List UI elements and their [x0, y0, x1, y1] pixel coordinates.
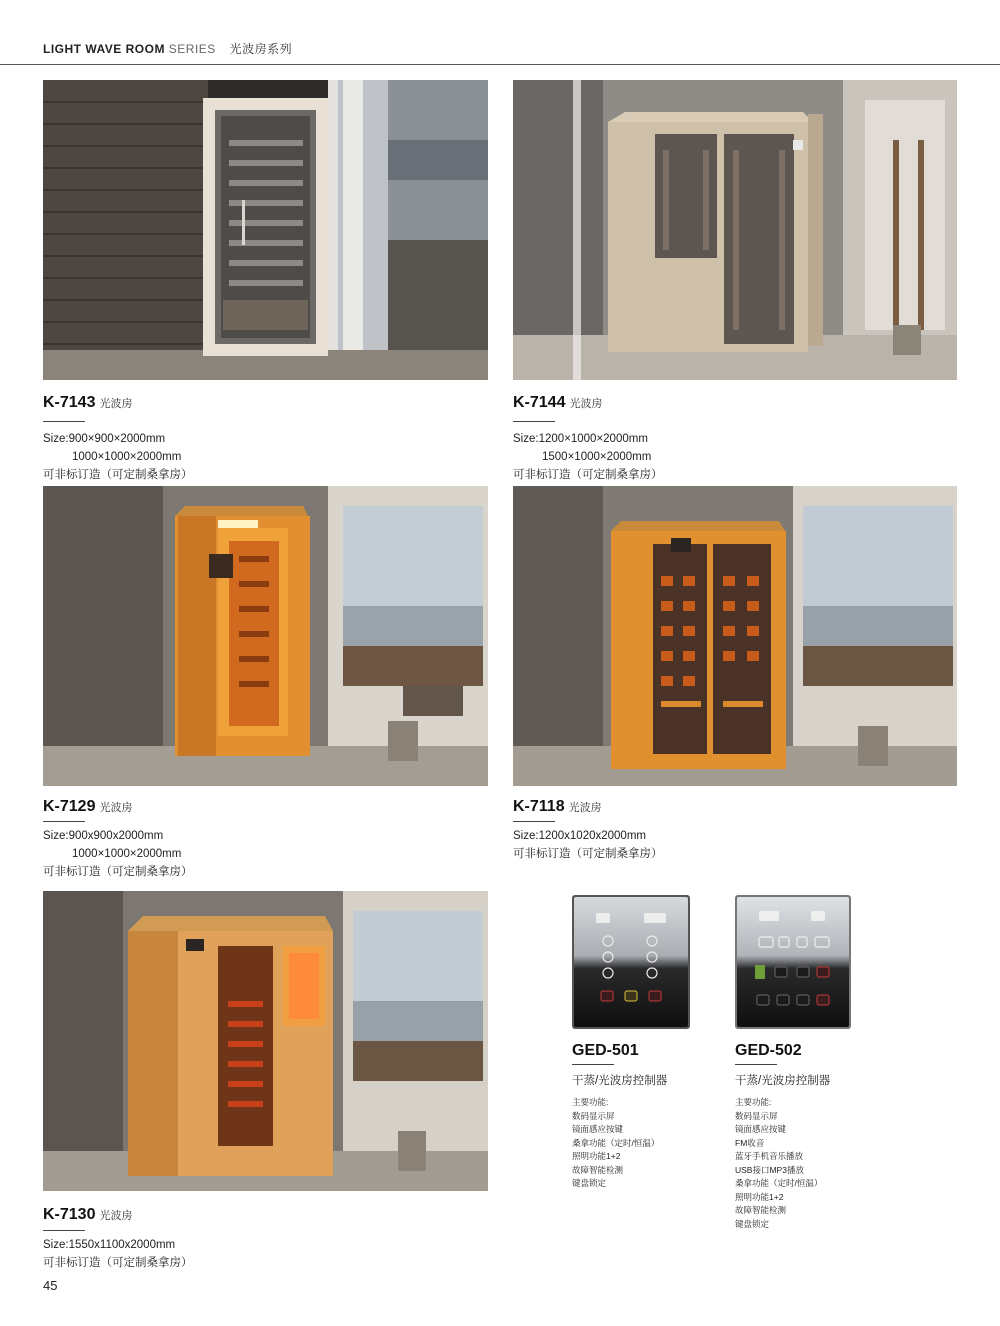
- product-title-k7118: [513, 798, 602, 816]
- size-line: Size:900×900×2000mm: [43, 433, 166, 445]
- size-line: Size:1200x1020x2000mm: [513, 830, 646, 842]
- feature-item: 故障智能检测: [572, 1164, 624, 1175]
- feature-item: 键盘锁定: [735, 1218, 770, 1229]
- custom-note: 可非标订造（可定制桑拿房）: [43, 1257, 193, 1269]
- product-title-k7143: [43, 394, 132, 412]
- feature-item: 桑拿功能（定时/恒温）: [572, 1137, 660, 1148]
- feature-item: 故障智能检测: [735, 1205, 787, 1215]
- product-specs-k7143: [43, 430, 193, 484]
- product-photo-k7144: [513, 80, 957, 380]
- feature-item: 蓝牙手机音乐播放: [735, 1151, 804, 1161]
- header-divider: [0, 64, 1000, 65]
- product-type: 光波房: [99, 398, 133, 410]
- product-photo-k7143: [43, 80, 488, 380]
- product-type: 光波房: [99, 1210, 133, 1222]
- product-type: 光波房: [99, 802, 133, 814]
- product-specs-k7130: [43, 1236, 193, 1272]
- product-photo-k7130: [43, 891, 488, 1191]
- product-title-k7129: [43, 798, 132, 816]
- model-number: K-7144: [513, 394, 566, 411]
- controller-photo-ged502: [735, 895, 851, 1029]
- size-line: 1000×1000×2000mm: [72, 451, 182, 463]
- controller-model-ged501: GED-501: [572, 1042, 639, 1059]
- title-underline: [513, 421, 555, 422]
- product-title-k7144: [513, 394, 602, 412]
- feature-item: 照明功能1+2: [572, 1151, 621, 1161]
- feature-item: 主要功能:: [735, 1097, 772, 1107]
- series-title: LIGHT WAVE ROOM: [43, 42, 165, 56]
- title-underline: [572, 1064, 614, 1065]
- custom-note: 可非标订造（可定制桑拿房）: [43, 866, 193, 878]
- feature-item: 镜面感应按键: [735, 1124, 787, 1134]
- feature-item: 桑拿功能（定时/恒温）: [735, 1178, 823, 1188]
- title-underline: [735, 1064, 777, 1065]
- custom-note: 可非标订造（可定制桑拿房）: [513, 848, 663, 860]
- feature-item: 主要功能:: [572, 1097, 609, 1107]
- controller-photo-ged501: [572, 895, 690, 1029]
- title-underline: [43, 1230, 85, 1231]
- product-specs-k7144: [513, 430, 663, 484]
- controller-features-ged501: [572, 1096, 659, 1191]
- page-number: 45: [43, 1278, 58, 1293]
- size-line: Size:1200×1000×2000mm: [513, 433, 648, 445]
- controller-subtitle: 干蒸/光波房控制器: [572, 1075, 668, 1087]
- model-number: K-7143: [43, 394, 96, 411]
- product-type: 光波房: [568, 802, 602, 814]
- feature-item: 照明功能1+2: [735, 1191, 784, 1202]
- product-photo-k7118: [513, 486, 957, 786]
- size-line: 1500×1000×2000mm: [542, 451, 652, 463]
- model-number: K-7130: [43, 1206, 96, 1223]
- custom-note: 可非标订造（可定制桑拿房）: [43, 469, 193, 481]
- size-line: Size:1550x1100x2000mm: [43, 1239, 176, 1251]
- model-number: K-7129: [43, 798, 96, 815]
- title-underline: [513, 821, 555, 822]
- controller-features-ged502: [735, 1096, 822, 1231]
- custom-note: 可非标订造（可定制桑拿房）: [513, 469, 663, 481]
- feature-item: 镜面感应按键: [572, 1124, 624, 1134]
- model-number: K-7118: [513, 798, 565, 815]
- title-underline: [43, 821, 85, 822]
- feature-item: FM收音: [735, 1137, 765, 1148]
- controller-model-ged502: GED-502: [735, 1042, 802, 1059]
- feature-item: 键盘锁定: [572, 1178, 607, 1188]
- title-underline: [43, 421, 85, 422]
- product-specs-k7118: [513, 827, 663, 863]
- product-title-k7130: [43, 1206, 132, 1224]
- feature-item: 数码显示屏: [572, 1110, 615, 1121]
- size-line: 1000×1000×2000mm: [72, 848, 182, 860]
- series-title-cn: 光波房系列: [229, 42, 293, 56]
- feature-item: USB接口MP3播放: [735, 1164, 804, 1175]
- controller-subtitle: 干蒸/光波房控制器: [735, 1075, 831, 1087]
- feature-item: 数码显示屏: [735, 1110, 778, 1121]
- product-type: 光波房: [569, 398, 603, 410]
- product-specs-k7129: [43, 827, 193, 881]
- size-line: Size:900x900x2000mm: [43, 830, 164, 842]
- page-header: [43, 40, 292, 57]
- product-photo-k7129: [43, 486, 488, 786]
- series-suffix: SERIES: [168, 42, 216, 56]
